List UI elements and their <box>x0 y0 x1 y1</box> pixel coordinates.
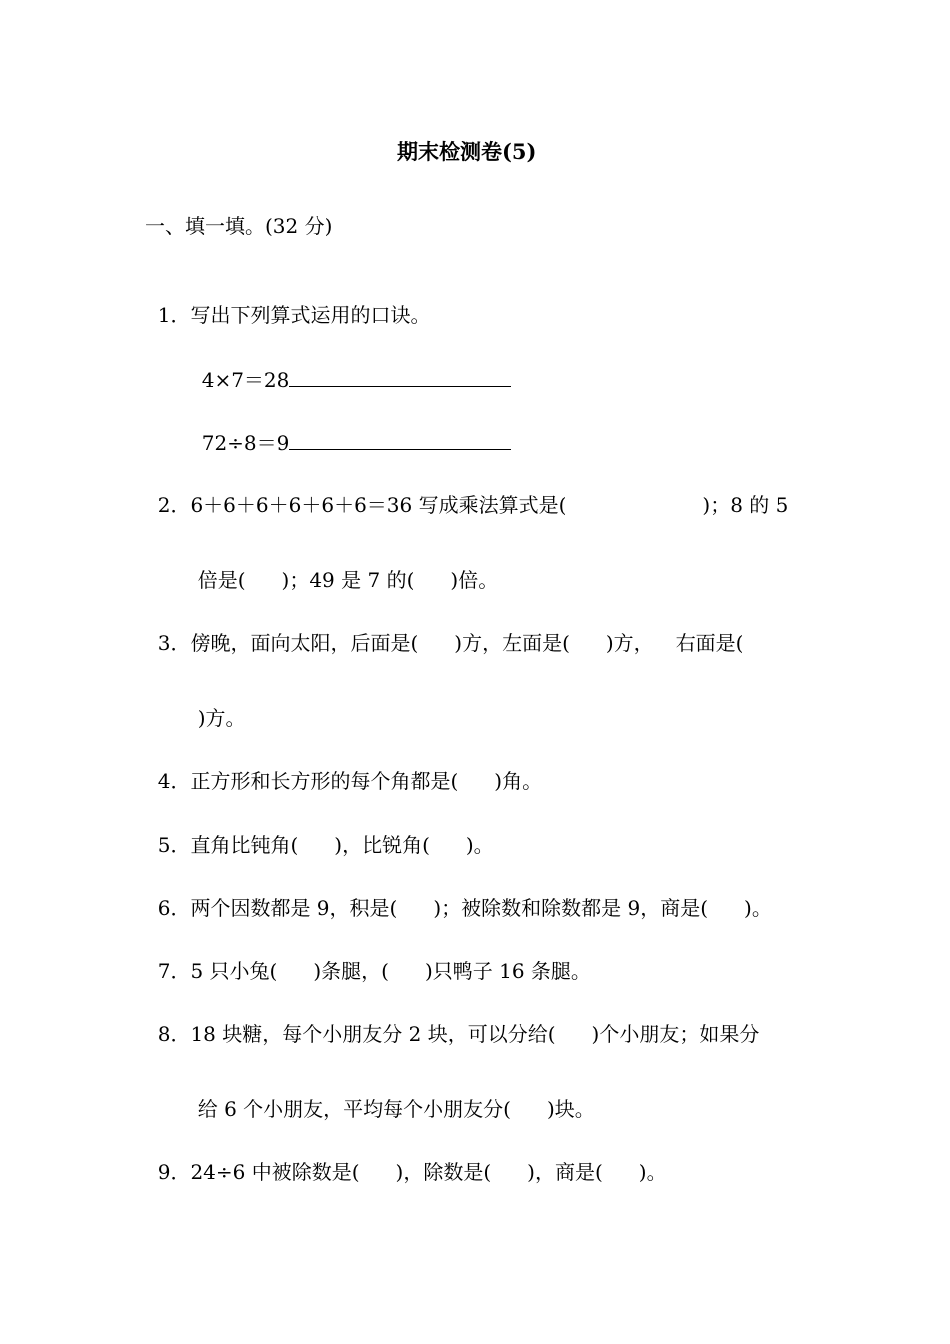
question-text: 直角比钝角( <box>190 833 299 857</box>
question-5 <box>145 806 494 858</box>
question-text: )方， <box>605 631 654 655</box>
question-3 <box>145 604 744 656</box>
equation-1 <box>189 341 511 393</box>
question-number: 1． <box>157 303 191 327</box>
question-number: 4． <box>157 769 191 793</box>
question-text: )块。 <box>546 1097 595 1121</box>
question-number: 8． <box>157 1022 191 1046</box>
question-text: 右面是( <box>675 631 744 655</box>
question-text: )条腿，( <box>313 959 389 983</box>
question-text: 正方形和长方形的每个角都是( <box>190 769 459 793</box>
question-text: )，除数是( <box>395 1160 492 1184</box>
question-9 <box>145 1133 667 1185</box>
question-text: 倍是( <box>197 568 246 592</box>
answer-line[interactable] <box>289 367 511 387</box>
question-text: )。 <box>638 1160 667 1184</box>
question-text: 写出下列算式运用的口诀。 <box>190 303 431 327</box>
question-text: )方，左面是( <box>454 631 570 655</box>
question-text: )方。 <box>197 706 246 730</box>
question-7 <box>145 932 591 984</box>
question-number: 7． <box>157 959 191 983</box>
question-2 <box>145 466 788 518</box>
question-text: 傍晚，面向太阳，后面是( <box>190 631 419 655</box>
section-heading: 一、填一填。(32 分) <box>145 214 333 238</box>
page-title: 期末检测卷(5) <box>397 139 537 164</box>
question-text: )个小朋友；如果分 <box>591 1022 760 1046</box>
question-text: 给 6 个小朋友，平均每个小朋友分( <box>197 1097 511 1121</box>
question-text: )只鸭子 16 条腿。 <box>424 959 591 983</box>
question-8-cont <box>185 1070 595 1122</box>
question-text: 18 块糖，每个小朋友分 2 块，可以分给( <box>190 1022 556 1046</box>
question-text: )，商是( <box>527 1160 603 1184</box>
question-text: )，比锐角( <box>334 833 430 857</box>
question-text: 6＋6＋6＋6＋6＋6＝36 写成乘法算式是( <box>190 493 567 517</box>
question-text: 两个因数都是 9，积是( <box>190 896 398 920</box>
question-text: 24÷6 中被除数是( <box>190 1160 360 1184</box>
question-number: 5． <box>157 833 191 857</box>
question-4 <box>145 742 542 794</box>
question-text: )。 <box>744 896 772 920</box>
answer-line[interactable] <box>289 430 511 450</box>
question-text: )；49 是 7 的( <box>281 568 415 592</box>
question-number: 3． <box>157 631 191 655</box>
question-text: )角。 <box>494 769 543 793</box>
question-text: )倍。 <box>450 568 499 592</box>
question-number: 2． <box>157 493 191 517</box>
question-text: )。 <box>465 833 494 857</box>
equation-2 <box>189 404 511 456</box>
equation-text: 72÷8＝9 <box>201 431 290 455</box>
question-text: 5 只小兔( <box>190 959 278 983</box>
equation-text: 4×7＝28 <box>201 368 290 392</box>
question-6 <box>145 869 772 921</box>
question-3-cont <box>185 679 246 731</box>
question-8 <box>145 995 759 1047</box>
question-text: )；8 的 5 <box>702 493 789 517</box>
question-number: 9． <box>157 1160 191 1184</box>
question-1 <box>145 276 430 328</box>
question-text: )；被除数和除数都是 9，商是( <box>433 896 709 920</box>
question-number: 6． <box>157 896 191 920</box>
question-2-cont <box>185 541 498 593</box>
